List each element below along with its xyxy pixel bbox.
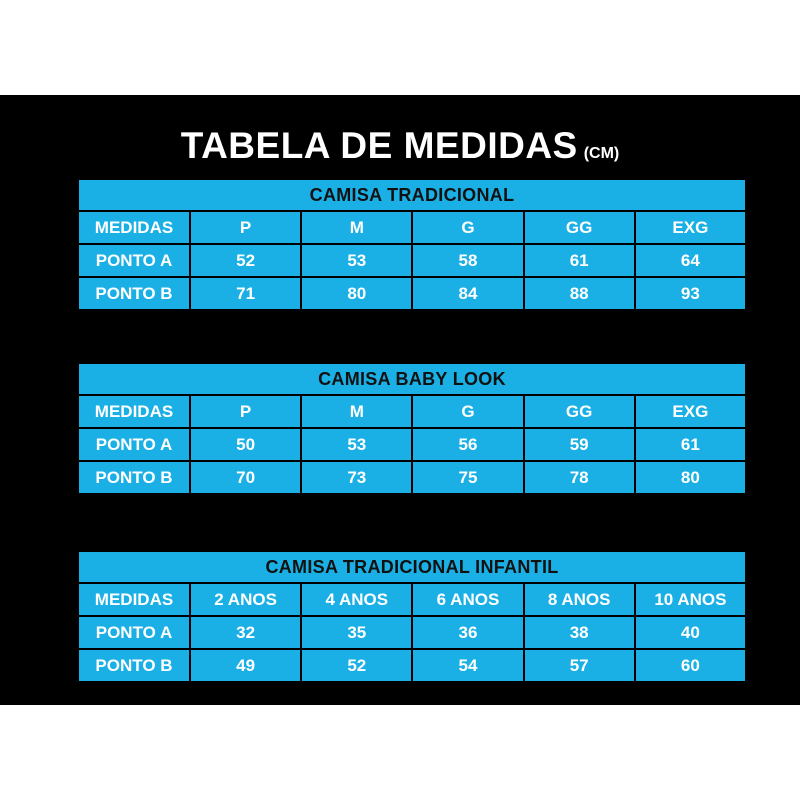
table-cell: 61 bbox=[524, 244, 635, 277]
table-cell: 84 bbox=[412, 277, 523, 310]
table-cell: 52 bbox=[190, 244, 301, 277]
table-cell: 71 bbox=[190, 277, 301, 310]
header-row bbox=[78, 583, 746, 616]
page-title-text: TABELA DE MEDIDAS bbox=[180, 125, 578, 166]
table-cell: 93 bbox=[635, 277, 746, 310]
table-cell: 40 bbox=[635, 616, 746, 649]
table-cell: 35 bbox=[301, 616, 412, 649]
table-row bbox=[78, 616, 746, 649]
header-cell: P bbox=[190, 211, 301, 244]
table-cell: 61 bbox=[635, 428, 746, 461]
table-camisa-baby-look bbox=[77, 362, 747, 495]
header-cell: 6 ANOS bbox=[412, 583, 523, 616]
header-cell: GG bbox=[524, 395, 635, 428]
table-cell: 73 bbox=[301, 461, 412, 494]
table-row bbox=[78, 461, 746, 494]
table-row bbox=[78, 649, 746, 682]
table-cell: 75 bbox=[412, 461, 523, 494]
header-cell: GG bbox=[524, 211, 635, 244]
table-cell: 58 bbox=[412, 244, 523, 277]
table-cell: 59 bbox=[524, 428, 635, 461]
header-cell: M bbox=[301, 395, 412, 428]
table-cell: 53 bbox=[301, 244, 412, 277]
header-cell: 4 ANOS bbox=[301, 583, 412, 616]
header-cell: 10 ANOS bbox=[635, 583, 746, 616]
header-cell: EXG bbox=[635, 395, 746, 428]
table-title: CAMISA BABY LOOK bbox=[78, 363, 746, 395]
header-cell: MEDIDAS bbox=[78, 583, 190, 616]
table-cell: 38 bbox=[524, 616, 635, 649]
row-label: PONTO B bbox=[78, 277, 190, 310]
header-cell: P bbox=[190, 395, 301, 428]
header-row bbox=[78, 211, 746, 244]
table-cell: 80 bbox=[301, 277, 412, 310]
table-row bbox=[78, 277, 746, 310]
header-cell: G bbox=[412, 395, 523, 428]
header-cell: M bbox=[301, 211, 412, 244]
table-title: CAMISA TRADICIONAL INFANTIL bbox=[78, 551, 746, 583]
table-cell: 78 bbox=[524, 461, 635, 494]
table-cell: 88 bbox=[524, 277, 635, 310]
table-cell: 57 bbox=[524, 649, 635, 682]
header-row bbox=[78, 395, 746, 428]
header-cell: 2 ANOS bbox=[190, 583, 301, 616]
table-cell: 50 bbox=[190, 428, 301, 461]
row-label: PONTO B bbox=[78, 649, 190, 682]
row-label: PONTO B bbox=[78, 461, 190, 494]
table-cell: 56 bbox=[412, 428, 523, 461]
unit-label: (CM) bbox=[583, 145, 620, 162]
table-row bbox=[78, 244, 746, 277]
table-row bbox=[78, 428, 746, 461]
table-title: CAMISA TRADICIONAL bbox=[78, 179, 746, 211]
page-title bbox=[0, 125, 800, 167]
header-cell: MEDIDAS bbox=[78, 395, 190, 428]
header-cell: 8 ANOS bbox=[524, 583, 635, 616]
table-cell: 32 bbox=[190, 616, 301, 649]
row-label: PONTO A bbox=[78, 244, 190, 277]
table-cell: 49 bbox=[190, 649, 301, 682]
table-cell: 36 bbox=[412, 616, 523, 649]
table-camisa-tradicional-infantil bbox=[77, 550, 747, 683]
header-cell: MEDIDAS bbox=[78, 211, 190, 244]
header-cell: EXG bbox=[635, 211, 746, 244]
table-cell: 52 bbox=[301, 649, 412, 682]
header-cell: G bbox=[412, 211, 523, 244]
row-label: PONTO A bbox=[78, 616, 190, 649]
table-cell: 60 bbox=[635, 649, 746, 682]
table-cell: 54 bbox=[412, 649, 523, 682]
table-cell: 80 bbox=[635, 461, 746, 494]
row-label: PONTO A bbox=[78, 428, 190, 461]
table-cell: 70 bbox=[190, 461, 301, 494]
table-cell: 64 bbox=[635, 244, 746, 277]
table-camisa-tradicional bbox=[77, 178, 747, 311]
table-cell: 53 bbox=[301, 428, 412, 461]
